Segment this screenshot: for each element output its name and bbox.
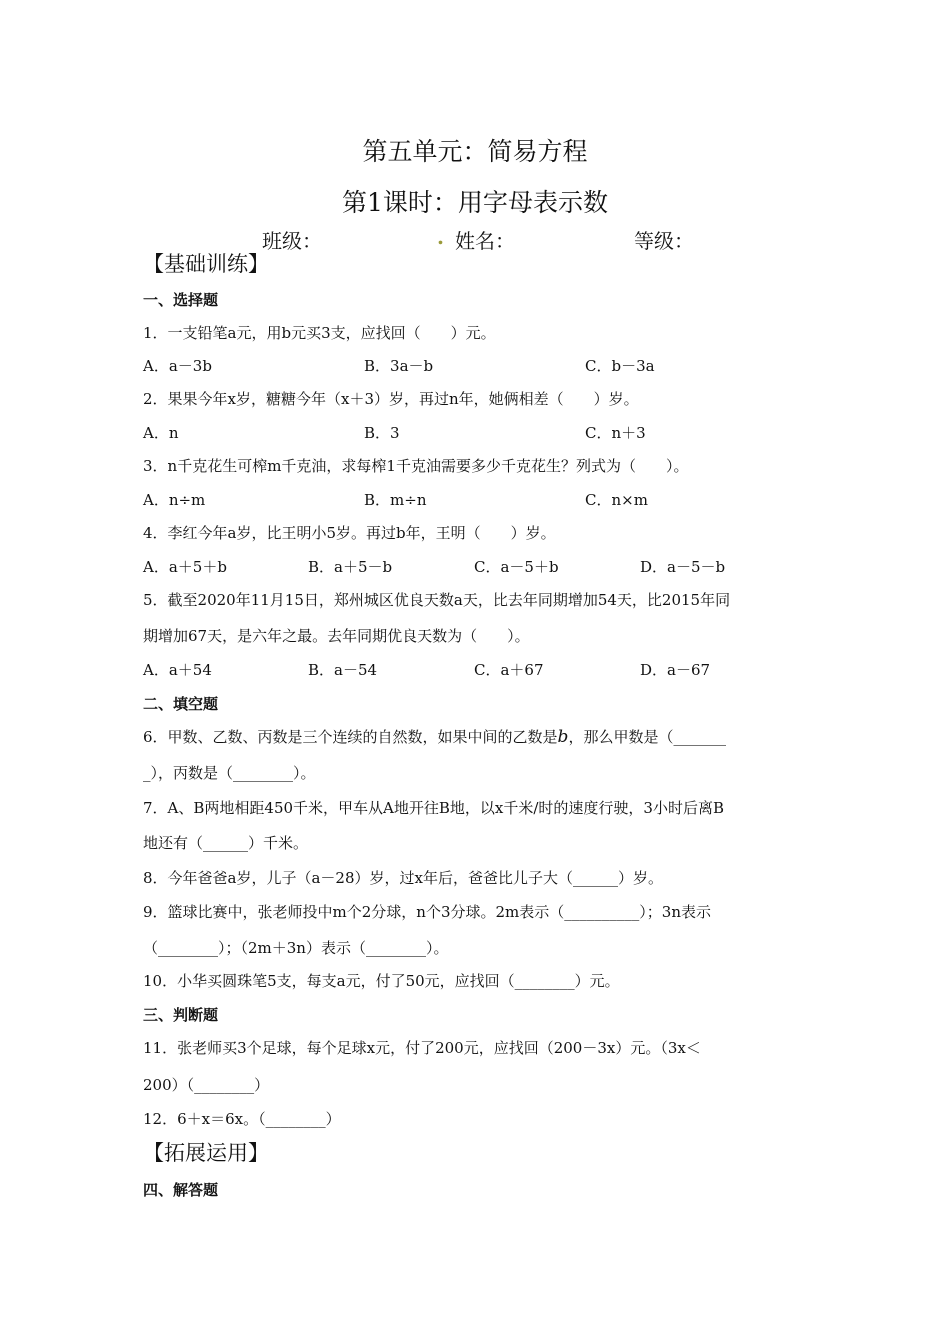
section-extension: 【拓展运用】 — [143, 1141, 269, 1165]
section-judgement: 三、判断题 — [143, 1006, 219, 1024]
q6-text-a: 6．甲数、乙数、丙数是三个连续的自然数，如果中间的乙数是 — [143, 728, 558, 746]
question-9-line-2: （________）；（2m＋3n）表示（________）。 — [143, 939, 449, 957]
question-6-line-2: _），丙数是（________）。 — [143, 764, 316, 782]
q1-option-c: C．b－3a — [585, 357, 655, 375]
q4-option-d: D．a－5－b — [640, 558, 726, 576]
q5-option-c: C．a＋67 — [474, 661, 544, 679]
question-12: 12．6＋x＝6x。（________） — [143, 1110, 341, 1128]
q1-option-b: B．3a－b — [364, 357, 434, 375]
page-title: 第五单元：简易方程 — [362, 137, 588, 166]
q1-option-a: A．a－3b — [143, 357, 212, 375]
page-subtitle: 第1课时：用字母表示数 — [342, 188, 608, 217]
q6-text-b: ，那么甲数是（_______ — [568, 728, 726, 746]
question-5-line-2: 期增加67天，是六年之最。去年同期优良天数为（ ）。 — [143, 627, 530, 645]
question-5-line-1: 5．截至2020年11月15日，郑州城区优良天数a天，比去年同期增加54天，比2015年同 — [143, 591, 731, 609]
q4-option-a: A．a＋5＋b — [143, 558, 227, 576]
question-10: 10．小华买圆珠笔5支，每支a元，付了50元，应找回（________）元。 — [143, 972, 620, 990]
section-basic-training: 【基础训练】 — [143, 252, 269, 276]
q2-option-c: C．n＋3 — [585, 424, 646, 442]
question-4: 4．李红今年a岁，比王明小5岁。再过b年，王明（ ）岁。 — [143, 524, 556, 542]
question-7-line-1: 7．A、B两地相距450千米，甲车从A地开往B地，以x千米/时的速度行驶，3小时后离B — [143, 799, 724, 817]
q5-option-d: D．a－67 — [640, 661, 711, 679]
q5-option-a: A．a＋54 — [143, 661, 212, 679]
class-label: 班级： — [262, 229, 322, 253]
q4-option-b: B．a＋5－b — [308, 558, 393, 576]
question-2: 2．果果今年x岁，糖糖今年（x＋3）岁，再过n年，她俩相差（ ）岁。 — [143, 390, 639, 408]
question-9-line-1: 9．篮球比赛中，张老师投中m个2分球，n个3分球。2m表示（__________）；3n表示 — [143, 903, 711, 921]
question-6-line-1 — [143, 726, 726, 747]
question-1: 1．一支铅笔a元，用b元买3支，应找回（ ）元。 — [143, 324, 496, 342]
q2-option-b: B．3 — [364, 424, 400, 442]
q5-option-b: B．a－54 — [308, 661, 378, 679]
question-3: 3．n千克花生可榨m千克油，求每榨1千克油需要多少千克花生？列式为（ ）。 — [143, 457, 689, 475]
question-7-line-2: 地还有（______）千米。 — [143, 834, 309, 852]
grade-label: 等级： — [634, 229, 694, 253]
q4-option-c: C．a－5＋b — [474, 558, 559, 576]
separator-dot: . — [437, 225, 444, 249]
q3-option-c: C．n×m — [585, 491, 648, 509]
name-label: 姓名： — [455, 229, 515, 253]
section-fill-blank: 二、填空题 — [143, 695, 219, 713]
question-11-line-2: 200）（________） — [143, 1076, 270, 1094]
question-8: 8．今年爸爸a岁，儿子（a－28）岁，过x年后，爸爸比儿子大（______）岁。 — [143, 869, 663, 887]
question-11-line-1: 11．张老师买3个足球，每个足球x元，付了200元，应找回（200－3x）元。（3x＜ — [143, 1039, 701, 1057]
section-answer: 四、解答题 — [143, 1181, 219, 1199]
section-choice: 一、选择题 — [143, 291, 219, 309]
q3-option-a: A．n÷m — [143, 491, 206, 509]
q6-variable-b: b — [557, 727, 569, 747]
q3-option-b: B．m÷n — [364, 491, 427, 509]
q2-option-a: A．n — [143, 424, 179, 442]
